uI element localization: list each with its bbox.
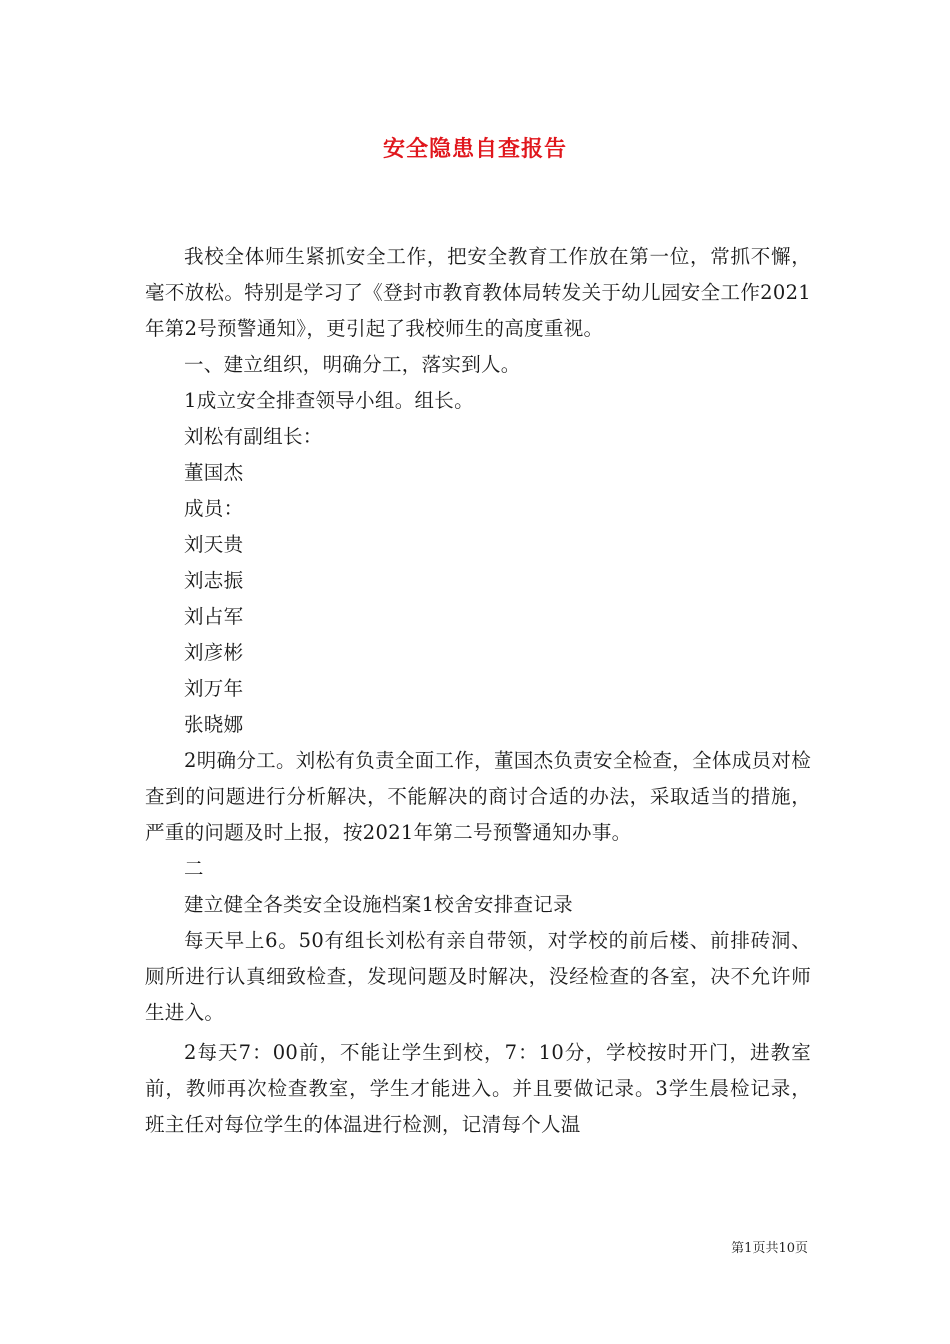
document-body (145, 239, 811, 1143)
paragraph-name: 刘彦彬 (184, 641, 244, 664)
paragraph-item: 成员： (184, 497, 244, 520)
paragraph-division-of-labor: 2明确分工。刘松有负责全面工作，董国杰负责安全检查，全体成员对检查到的问题进行分析解决，不能解决的商讨合适的办法，采取适当的措施，严重的问题及时上报，按2021年第二号预警通知办事。 (145, 749, 811, 844)
paragraph-intro: 我校全体师生紧抓安全工作，把安全教育工作放在第一位，常抓不懈，毫不放松。特别是学习了《登封市教育教体局转发关于幼儿园安全工作2021年第2号预警通知》，更引起了我校师生的高度重视。 (145, 245, 811, 340)
paragraph-name: 刘志振 (184, 569, 244, 592)
paragraph-name: 董国杰 (184, 461, 244, 484)
paragraph-section-heading: 一、建立组织，明确分工，落实到人。 (184, 353, 521, 376)
paragraph-section-heading: 二 (184, 857, 204, 880)
paragraph-item: 刘松有副组长： (184, 425, 323, 448)
paragraph-name: 刘天贵 (184, 533, 244, 556)
paragraph-name: 刘占军 (184, 605, 244, 628)
paragraph-inspection: 每天早上6。50有组长刘松有亲自带领，对学校的前后楼、前排砖洞、厕所进行认真细致检查，发现问题及时解决，没经检查的各室，决不允许师生进入。 (145, 929, 811, 1024)
document-title: 安全隐患自查报告 (382, 136, 567, 162)
page-number: 第1页共10页 (731, 1241, 808, 1256)
paragraph-item: 1成立安全排查领导小组。组长。 (184, 389, 474, 412)
paragraph-name: 张晓娜 (184, 713, 244, 736)
paragraph-name: 刘万年 (184, 677, 244, 700)
paragraph-item: 建立健全各类安全设施档案1校舍安排查记录 (184, 893, 573, 916)
paragraph-arrival: 2每天7：00前，不能让学生到校，7：10分，学校按时开门，进教室前，教师再次检查教室，学生才能进入。并且要做记录。3学生晨检记录，班主任对每位学生的体温进行检测，记清每个人温 (145, 1041, 811, 1136)
